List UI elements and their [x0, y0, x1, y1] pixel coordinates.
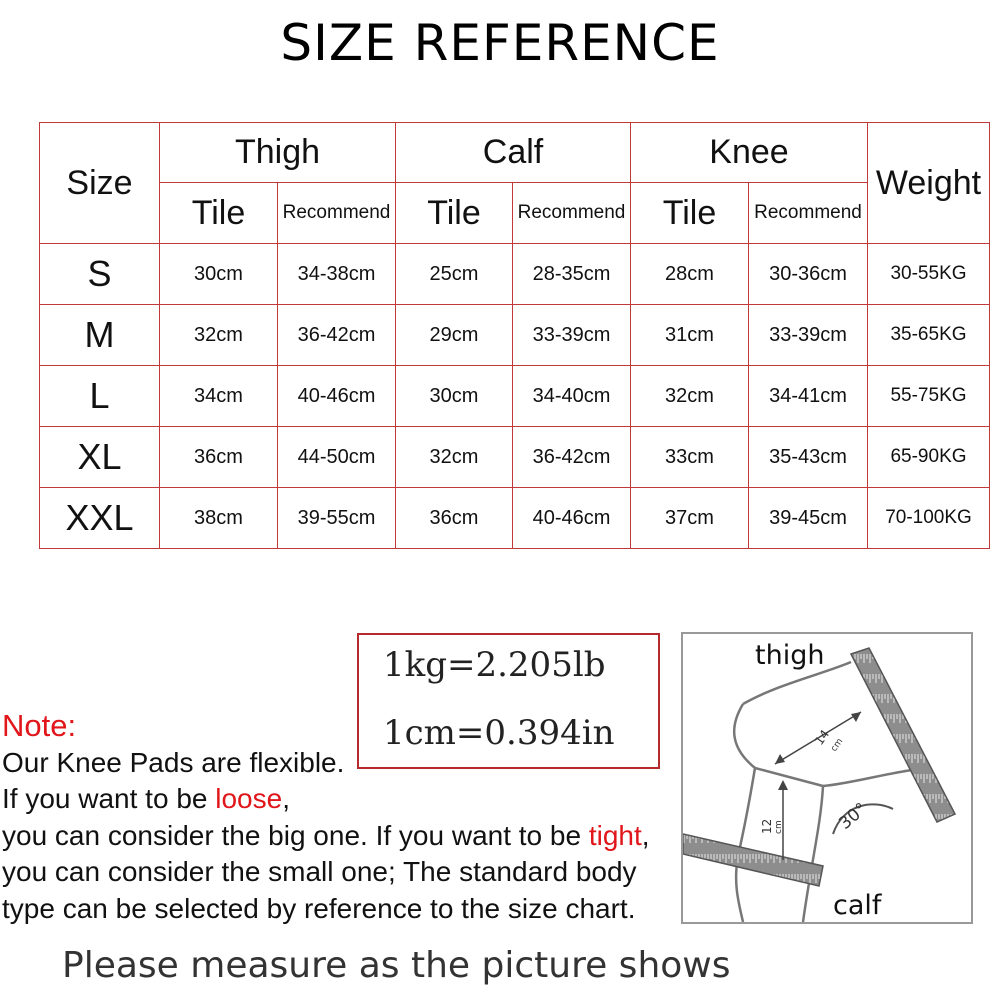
table-row [40, 305, 990, 366]
note-highlight-tight: tight [588, 819, 642, 851]
footer-instruction: Please measure as the picture shows [62, 945, 731, 986]
header-weight: Weight [868, 123, 990, 244]
cell-calf-recommend: 36-42cm [513, 427, 631, 488]
cell-calf-recommend: 33-39cm [513, 305, 631, 366]
note-text: If you want to be [2, 783, 216, 814]
header-thigh: Thigh [160, 123, 396, 183]
cell-knee-recommend: 34-41cm [749, 366, 868, 427]
diagram-label-calf: calf [833, 890, 882, 921]
cell-calf-tile: 36cm [396, 488, 513, 549]
cell-thigh-recommend: 36-42cm [278, 305, 396, 366]
diagram-measure-12: 12 [760, 818, 774, 834]
cell-thigh-tile: 32cm [160, 305, 278, 366]
cell-knee-tile: 31cm [631, 305, 749, 366]
table-subheader-row [40, 183, 990, 244]
subheader-thigh-tile: Tile [160, 183, 278, 244]
subheader-thigh-recommend: Recommend [278, 183, 396, 244]
cell-calf-recommend: 34-40cm [513, 366, 631, 427]
cell-calf-recommend: 40-46cm [513, 488, 631, 549]
cell-knee-tile: 32cm [631, 366, 749, 427]
row-size-label: XXL [40, 488, 160, 549]
subheader-knee-recommend: Recommend [749, 183, 868, 244]
cell-thigh-tile: 30cm [160, 244, 278, 305]
header-knee: Knee [631, 123, 868, 183]
header-calf: Calf [396, 123, 631, 183]
cell-calf-recommend: 28-35cm [513, 244, 631, 305]
note-text: , [282, 783, 290, 814]
note-line [2, 818, 650, 855]
note-line: type can be selected by reference to the size chart. [2, 892, 636, 924]
table-row [40, 427, 990, 488]
note-text: , [641, 819, 650, 851]
cell-knee-recommend: 33-39cm [749, 305, 868, 366]
cell-calf-tile: 29cm [396, 305, 513, 366]
note-title: Note: [2, 708, 77, 743]
row-size-label: M [40, 305, 160, 366]
note-block [2, 708, 650, 927]
cell-knee-tile: 28cm [631, 244, 749, 305]
cell-thigh-tile: 38cm [160, 488, 278, 549]
table-row [40, 244, 990, 305]
cell-weight: 55-75KG [868, 366, 990, 427]
diagram-unit-thigh: cm [829, 736, 846, 754]
cell-knee-tile: 37cm [631, 488, 749, 549]
cell-knee-recommend: 39-45cm [749, 488, 868, 549]
cell-calf-tile: 32cm [396, 427, 513, 488]
cell-knee-recommend: 30-36cm [749, 244, 868, 305]
subheader-calf-recommend: Recommend [513, 183, 631, 244]
cell-thigh-recommend: 34-38cm [278, 244, 396, 305]
row-size-label: L [40, 366, 160, 427]
row-size-label: XL [40, 427, 160, 488]
note-line: Our Knee Pads are flexible. [2, 746, 345, 778]
knee-measurement-illustration-icon [683, 634, 971, 922]
diagram-angle: 30° [835, 799, 872, 834]
table-row [40, 488, 990, 549]
cell-thigh-recommend: 40-46cm [278, 366, 396, 427]
table-row [40, 366, 990, 427]
cell-knee-recommend: 35-43cm [749, 427, 868, 488]
cell-thigh-tile: 36cm [160, 427, 278, 488]
row-size-label: S [40, 244, 160, 305]
cell-weight: 70-100KG [868, 488, 990, 549]
cell-knee-tile: 33cm [631, 427, 749, 488]
cell-thigh-tile: 34cm [160, 366, 278, 427]
cell-thigh-recommend: 44-50cm [278, 427, 396, 488]
note-line: you can consider the small one; The standard body [2, 856, 637, 887]
diagram-unit-calf: cm [774, 820, 784, 834]
note-highlight-loose: loose [215, 783, 283, 814]
subheader-knee-tile: Tile [631, 183, 749, 244]
note-line [2, 781, 650, 818]
page-title: SIZE REFERENCE [280, 14, 720, 72]
diagram-label-thigh: thigh [755, 640, 825, 671]
cell-weight: 35-65KG [868, 305, 990, 366]
cell-calf-tile: 30cm [396, 366, 513, 427]
cell-weight: 65-90KG [868, 427, 990, 488]
diagram-measure-14: 14 [811, 727, 833, 748]
header-size: Size [40, 123, 160, 244]
cell-weight: 30-55KG [868, 244, 990, 305]
subheader-calf-tile: Tile [396, 183, 513, 244]
conversion-cm: 1cm=0.394in [383, 713, 615, 753]
size-table [39, 122, 990, 549]
knee-measurement-diagram [681, 632, 973, 924]
cell-calf-tile: 25cm [396, 244, 513, 305]
cell-thigh-recommend: 39-55cm [278, 488, 396, 549]
note-text: you can consider the big one. If you want to be [2, 819, 589, 851]
conversion-kg: 1kg=2.205lb [383, 645, 606, 685]
table-header-row [40, 123, 990, 183]
